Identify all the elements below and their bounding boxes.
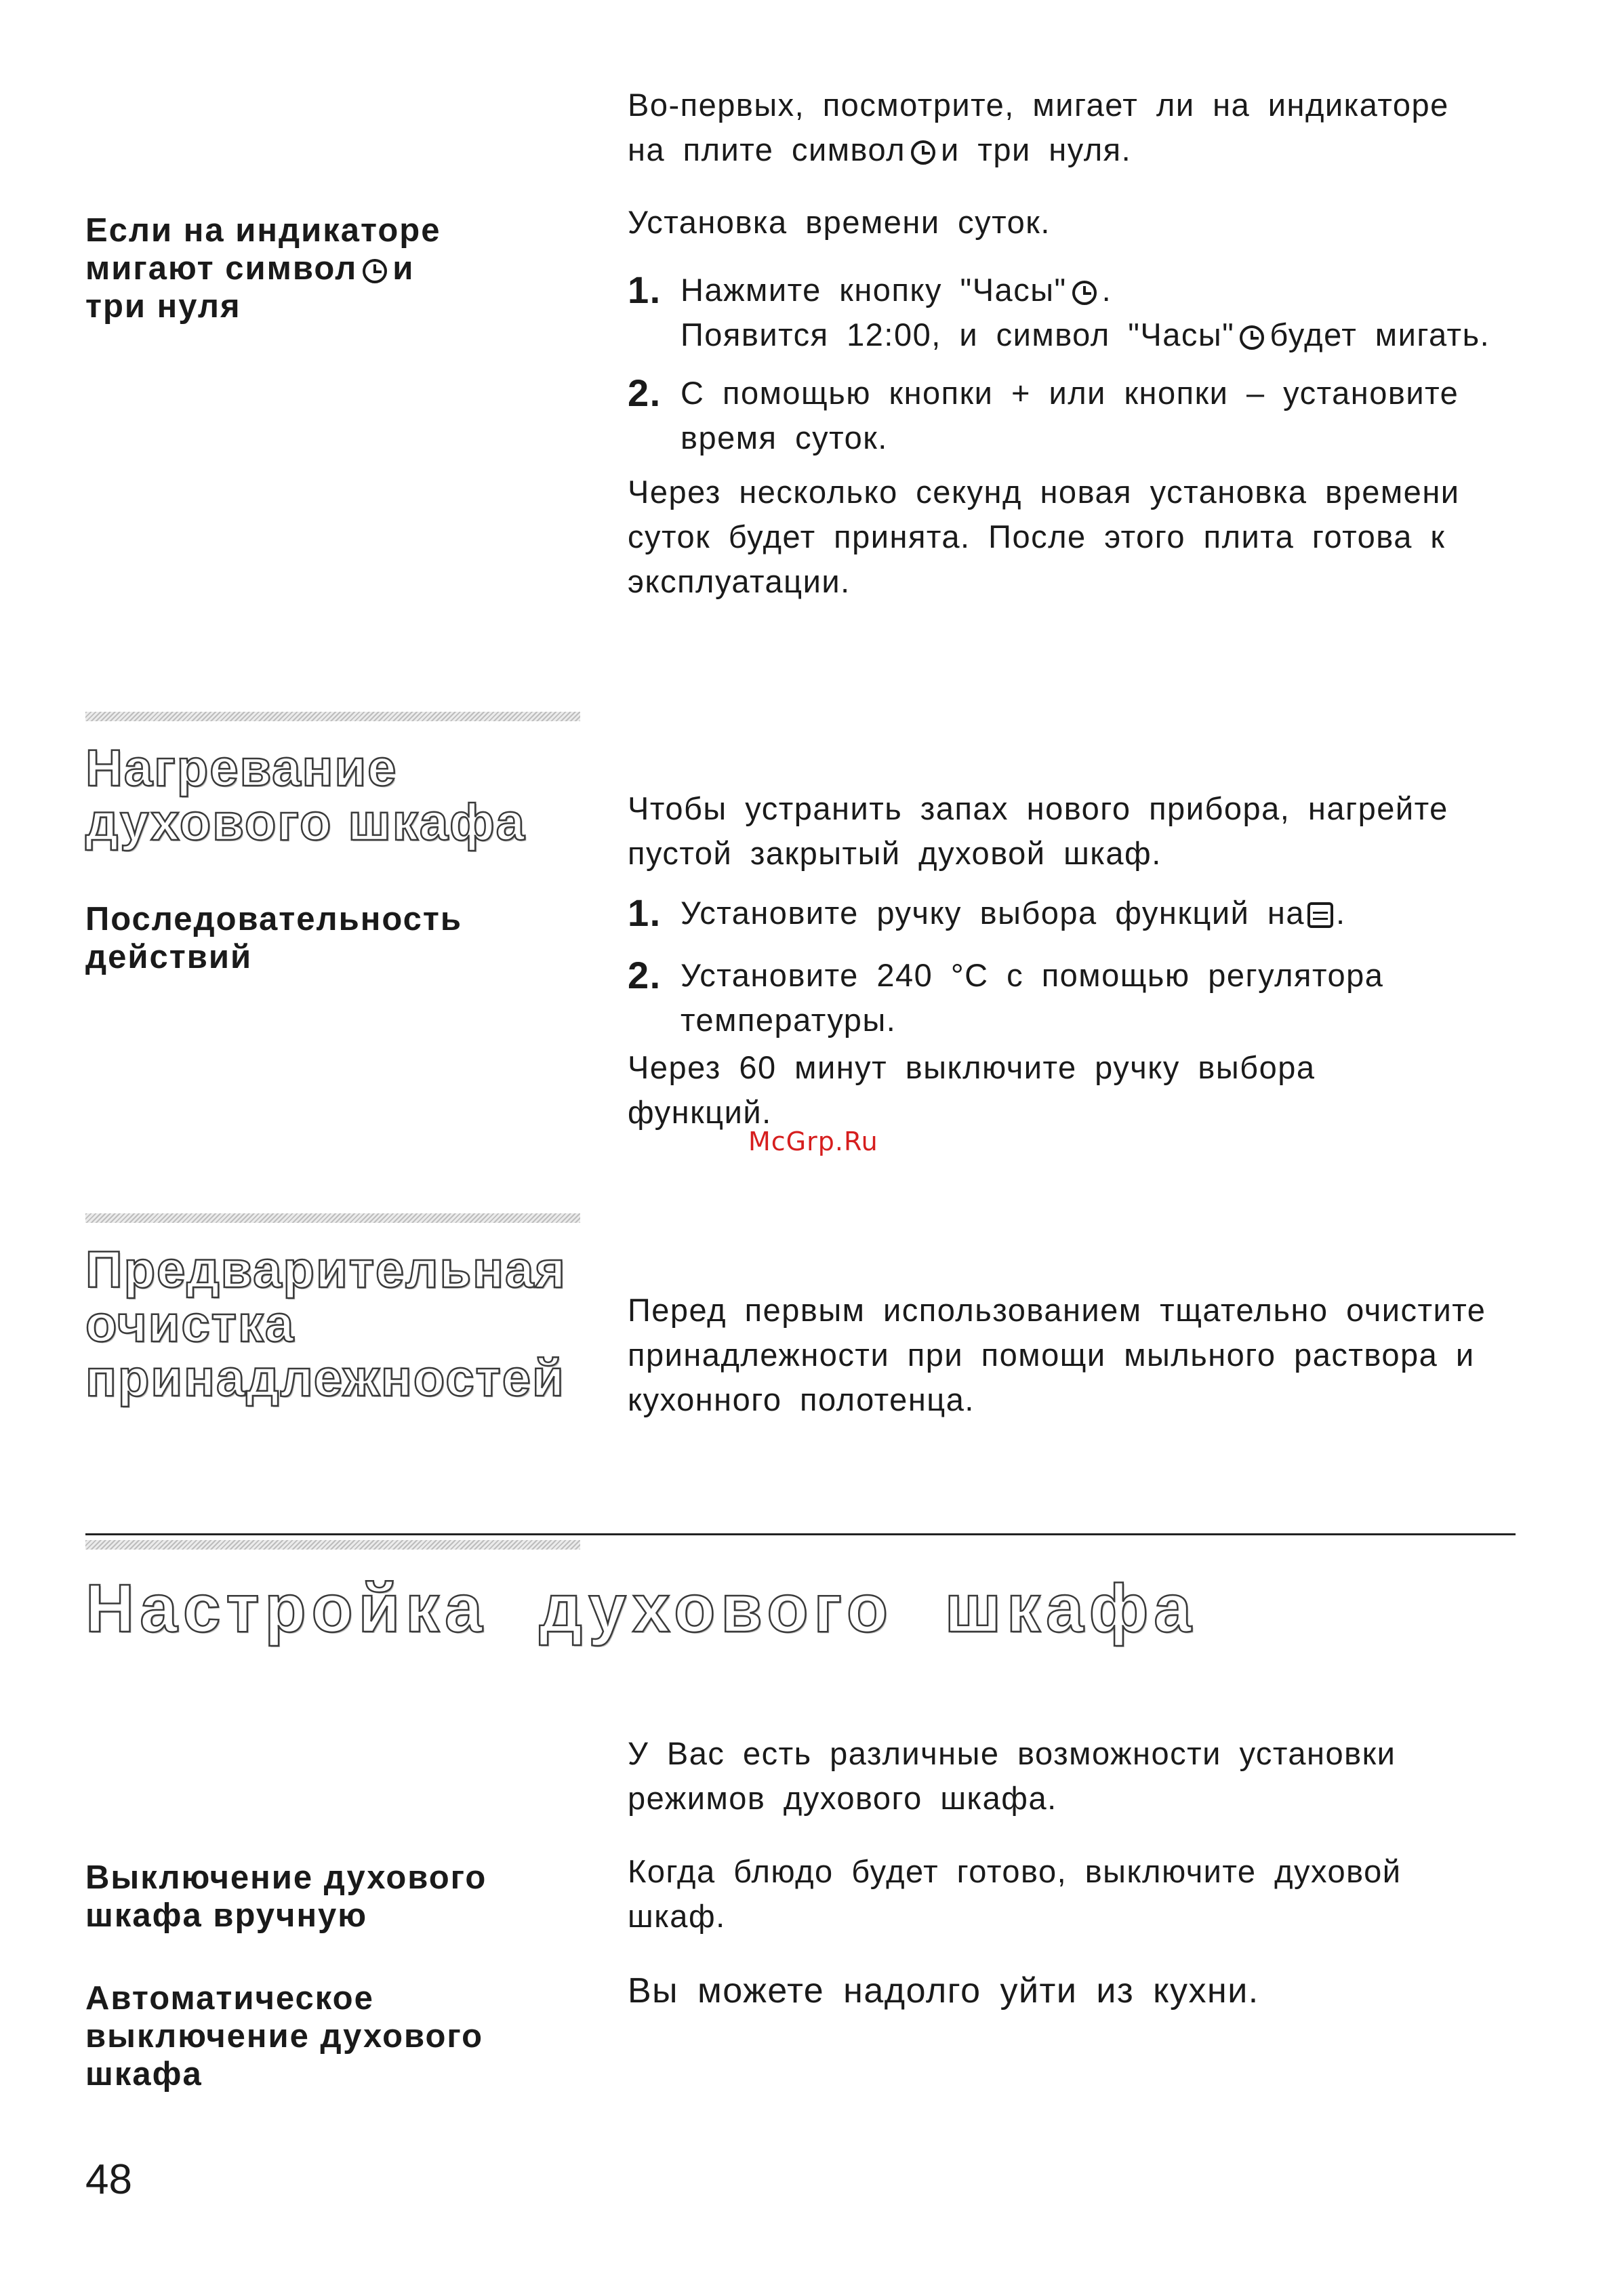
cleaning-title: Предварительная очистка принадлежностей	[85, 1241, 567, 1407]
chapter-title: Настройка духового шкафа	[85, 1571, 1197, 1646]
watermark-text: McGrp.Ru	[748, 1127, 878, 1156]
top-bottom-heat-icon	[1307, 902, 1333, 928]
step-2: 2. Установите 240 °C с помощью регулятора температуры.	[628, 953, 1509, 1043]
auto-off-side-heading: Автоматическое выключение духового шкафа	[85, 1980, 484, 2093]
heating-title: Нагревание духового шкафа	[85, 740, 526, 851]
step-number: 1.	[628, 268, 662, 311]
manual-off-side-heading: Выключение духового шкафа вручную	[85, 1859, 487, 1934]
time-setting-outro: Через несколько секунд новая установка времени суток будет принята. После этого плита готова к эксплуатации.	[628, 474, 1460, 599]
heating-body	[628, 786, 1509, 1135]
cleaning-text: Перед первым использованием тщательно очистите принадлежности при помощи мыльного раствора и кухонного полотенца.	[628, 1292, 1486, 1417]
intro-paragraph	[628, 83, 1509, 172]
page-number: 48	[85, 2156, 132, 2203]
blink-section-body	[628, 200, 1509, 604]
manual-off-text: Когда блюдо будет готово, выключите духовой шкаф.	[628, 1853, 1402, 1934]
heating-side-heading: Последовательность действий	[85, 901, 463, 975]
chapter-rule	[85, 1533, 1516, 1535]
blink-side-heading: Если на индикаторе мигают символ и три нуля	[85, 212, 441, 325]
heating-lead: Чтобы устранить запах нового прибора, нагрейте пустой закрытый духовой шкаф.	[628, 790, 1448, 871]
intro-line-1: Во-первых, посмотрите, мигает ли на индикаторе	[628, 87, 1449, 123]
step-number: 2.	[628, 371, 662, 414]
chapter-hatch	[85, 1540, 580, 1550]
setup-intro: У Вас есть различные возможности установки режимов духового шкафа.	[628, 1735, 1396, 1816]
section-divider	[85, 712, 580, 721]
section-divider	[85, 1213, 580, 1223]
step-1: 1. Нажмите кнопку "Часы" . Появится 12:00, и символ "Часы" будет мигать.	[628, 268, 1509, 357]
step-2: 2. С помощью кнопки + или кнопки – установите время суток.	[628, 371, 1509, 460]
step-number: 1.	[628, 891, 662, 934]
clock-icon	[911, 140, 935, 165]
auto-off-text: Вы можете надолго уйти из кухни.	[628, 1971, 1259, 2011]
time-setting-lead: Установка времени суток.	[628, 204, 1051, 240]
intro-line-2: на плите символ и три нуля.	[628, 132, 1132, 167]
step-number: 2.	[628, 954, 662, 996]
step-1: 1. Установите ручку выбора функций на .	[628, 891, 1346, 934]
clock-icon	[363, 259, 387, 283]
clock-icon	[1072, 281, 1097, 305]
clock-icon	[1240, 325, 1264, 350]
heating-outro: Через 60 минут выключите ручку выбора функций.	[628, 1049, 1316, 1130]
